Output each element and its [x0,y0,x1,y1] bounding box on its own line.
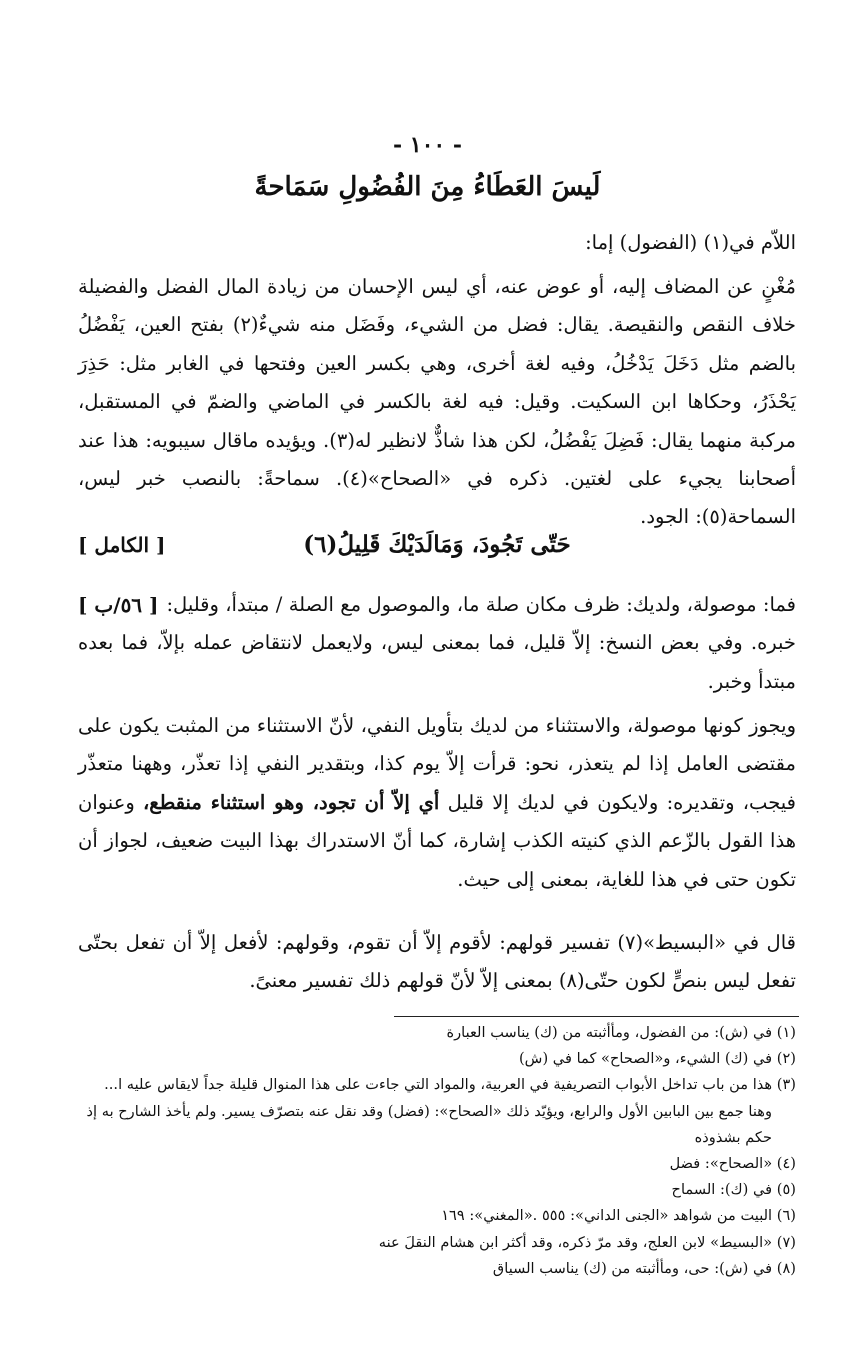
footnote-divider [394,1016,799,1017]
footnote-item: (٨) في (ش): حى، ومأأثبته من (ك) يناسب السياق [492,1259,796,1277]
poetry-verse-row [78,531,796,571]
manuscript-folio-marker: [ ٥٦/ب ] [78,593,159,617]
paragraph-istithna [78,707,796,899]
poetry-verse: حَتّى تَجُودَ، وَمَالَدَيْكَ قَلِيلُ(٦) [303,531,571,558]
paragraph-fadul-explanation: مُغْنٍ عن المضاف إليه، أو عوض عنه، أي ليس الإحسان من زيادة المال الفضل والفضيلة خلاف النقص والنقيصة. يقال: فضل من الشيء، وفَضَل منه شيءٌ(٢) بفتح العين، يَفْضُلُ بالضم مثل دَخَلَ يَدْخُلُ، وفيه لغة أخرى، وهي بكسر العين وفتحها في الغابر مثل: حَذِرَ يَحْذَرُ، وحكاها ابن السكيت. وقيل: فيه لغة بالكسر في الماضي والضمّ في المستقبل، مركبة منهما يقال: فَضِلَ يَفْضُلُ، لكن هذا شاذٌّ لانظير له(٣). ويؤيده ماقال سيبويه: هذا عند أصحابنا يجيء على لغتين. ذكره في «الصحاح»(٤). سماحةً: بالنصب خبر ليس، السماحة(٥): الجود. [78,275,796,529]
footnote-item: (٦) البيت من شواهد «الجنى الداني»: ٥٥٥ .«المغني»: ١٦٩ [441,1207,796,1225]
footnote-item: (١) في (ش): من الفضول، ومأأثبته من (ك) يناسب العبارة [446,1024,796,1041]
verse-meter-label: [ الكامل ] [78,533,166,557]
paragraph-verse-grammar-text: فما: موصولة، ولديك: ظرف مكان صلة ما، والموصول مع الصلة / مبتدأ، وقليل: خبره. وفي بعض النسخ: إلاّ قليل، فما بمعنى ليس، ولايعمل لانتقاض عمله بإلاّ، فما بعده مبتدأ وخبر. [78,593,796,693]
paragraph-basit-quote: قال في «البسيط»(٧) تفسير قولهم: لأقوم إلاّ أن تقوم، وقولهم: لأفعل إلاّ أن تفعل بحتّى تفعل ليس بنصٍّ لكون حتّى(٨) بمعنى إلاّ لأنّ قولهم ذلك تفسير معنىً. [78,931,796,993]
footnote-item: (٥) في (ك): السماح [671,1181,796,1199]
paragraph-istithna-part2: وعنوان هذا القول بالزّعم الذي كنيته الكذب إشارة، كما أنّ الاستدراك بهذا البيت ضعيف، لجواز أن تكون حتى في هذا للغاية، بمعنى إلى حيث. [78,790,796,891]
footnote-item: (٧) «البسيط» لابن العلج، وقد مرّ ذكره، وقد أكثر ابن هشام النقلَ عنه [378,1233,796,1251]
paragraph-verse-grammar [78,586,796,701]
fadul-intro-line: اللاّم في(١) (الفضول) إما: [585,231,796,254]
footnotes-list [78,1020,796,1282]
footnote-item: (٤) «الصحاح»: فضل [669,1155,796,1173]
page-number: - ١٠٠ - [392,132,463,158]
section-heading: لَيسَ العَطَاءُ مِنَ الفُضُولِ سَمَاحةً [254,172,601,202]
footnote-item: (٣) هذا من باب تداخل الأبواب التصريفية في العربية، والمواد التي جاءت على هذا المنوال قليلة جداً لايقاس عليه ا... [104,1076,796,1094]
footnote-continuation: وهنا جمع بين البابين الأول والرابع، ويؤيّد ذلك «الصحاح»: (فضل) وقد نقل عنه بتصرّف يسير. ولم يأخذ الشارح به إذ حكم بشذوذه [86,1102,772,1146]
paragraph-istithna-part1: ويجوز كونها موصولة، والاستثناء من لديك بتأويل النفي، لأنّ الاستثناء من المثبت يكون على مقتضى العامل إذا لم يتعذر، نحو: قرأت إلاّ يوم كذا، وبتقدير النفي إذا تعذّر، وههنا متعذّر فيجب، وتقديره: ولايكون في لديك إلا قليل [78,714,796,814]
footnote-item: (٢) في (ك) الشيء، و«الصحاح» كما في (ش) [518,1050,796,1068]
paragraph-istithna-emphasis: أي إلاّ أن تجود، وهو استثناء منقطع، [143,790,440,814]
